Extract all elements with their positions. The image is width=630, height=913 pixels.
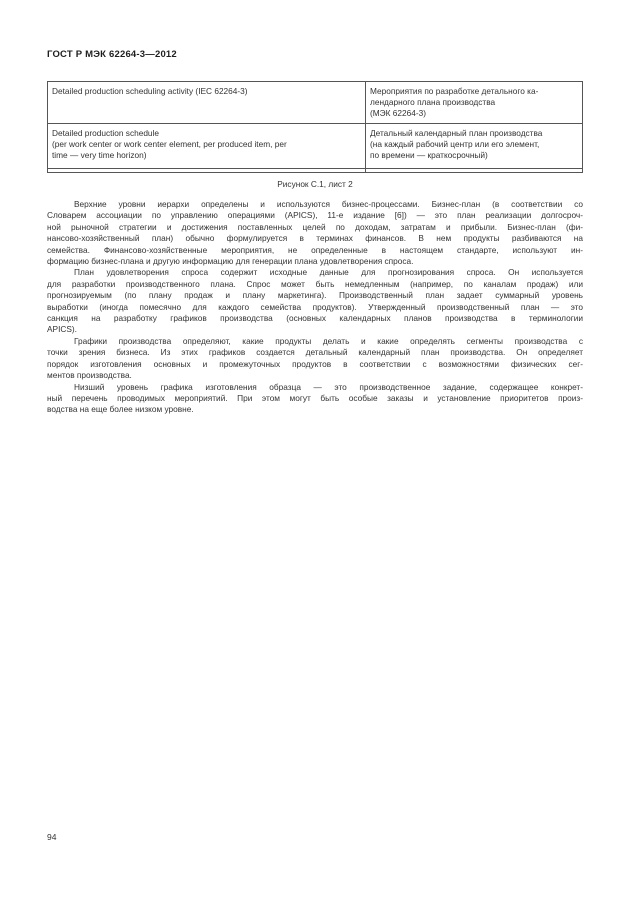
table-cell-russian: [366, 124, 583, 169]
text-line: водства на еще более низком уровне.: [47, 404, 194, 415]
text-line: семейства. Финансово-хозяйственные мероприятия, не определенные в настоящем стандарте, используют ин-: [47, 244, 583, 255]
figure-table: [47, 81, 583, 173]
text-line: нансово-хозяйственный план) обычно формулируется в терминах финансов. В нем продукты разбиваются на: [47, 233, 583, 244]
table-spacer-cell: [48, 169, 366, 173]
table-spacer-cell: [366, 169, 583, 173]
cell-line: Detailed production scheduling activity (IEC 62264-3): [52, 86, 248, 96]
text-line: Словарем ассоциации по управлению операциями (APICS), 11-е издание [6]) — это план реализации долгосроч-: [47, 210, 583, 221]
page-number: 94: [47, 832, 57, 842]
cell-line: (на каждый рабочий центр или его элемент,: [370, 139, 540, 149]
text-line: прогнозируемым (по плану продаж и плану маркетинга). Производственный план задает суммарный уровень: [47, 290, 583, 301]
text-line: точки зрения бизнеса. Из этих графиков создается детальный календарный план производства. Он определяет: [47, 347, 583, 358]
table-cell-english: [48, 124, 366, 169]
text-line: ный перечень проводимых мероприятий. При этом могут быть особые заказы и установление приоритетов произ-: [47, 392, 583, 403]
text-line: APICS).: [47, 324, 77, 335]
paragraph: [47, 199, 583, 267]
cell-line: лендарного плана производства: [370, 97, 496, 107]
text-line: План удовлетворения спроса содержит исходные данные для прогнозирования спроса. Он используется: [74, 267, 583, 278]
figure-caption: Рисунок С.1, лист 2: [277, 179, 353, 189]
table-cell-russian: [366, 82, 583, 124]
text-line: Низший уровень графика изготовления образца — это производственное задание, содержащее конкрет-: [74, 381, 583, 392]
text-line: формацию бизнес-плана и другую информацию для генерации плана удовлетворения спроса.: [47, 256, 414, 267]
text-line: ной рыночной стратегии и достижения поставленных целей по доходам, затратам и прибыли. Бизнес-план (фи-: [47, 221, 583, 232]
text-line: Верхние уровни иерархи определены и используются бизнес-процессами. Бизнес-план (в соответствии со: [74, 199, 583, 209]
table-bottom-border-row: [48, 169, 583, 173]
table-row: [48, 124, 583, 169]
paragraph: [47, 336, 583, 382]
cell-line: (per work center or work center element, per produced item, per: [52, 139, 287, 149]
text-line: выработки (иногда помесячно для каждого семейства продуктов). Утвержденный производственный план — это: [47, 301, 583, 312]
cell-line: Детальный календарный план производства: [370, 128, 543, 138]
document-header: ГОСТ Р МЭК 62264-3—2012: [47, 49, 177, 60]
table-cell-english: [48, 82, 366, 124]
text-line: Графики производства определяют, какие продукты делать и какие определять сегменты производства с: [74, 335, 583, 346]
text-line: ментов производства.: [47, 370, 132, 381]
cell-line: Detailed production schedule: [52, 128, 160, 138]
body-text: [47, 199, 583, 416]
paragraph: [47, 382, 583, 416]
cell-line: по времени — краткосрочный): [370, 150, 488, 160]
text-line: санкция на разработку графиков производства (основных календарных планов производства в терминологии: [47, 313, 583, 324]
cell-line: Мероприятия по разработке детального ка-: [370, 86, 539, 96]
text-line: порядок изготовления основных и промежуточных продуктов в соответствии с возможностями физических сег-: [47, 358, 583, 369]
paragraph: [47, 267, 583, 335]
text-line: для разработки производственного плана. Спрос может быть немедленным (например, по каналам продаж) или: [47, 278, 583, 289]
cell-line: (МЭК 62264-3): [370, 108, 426, 118]
table-row: [48, 82, 583, 124]
cell-line: time — very time horizon): [52, 150, 147, 160]
